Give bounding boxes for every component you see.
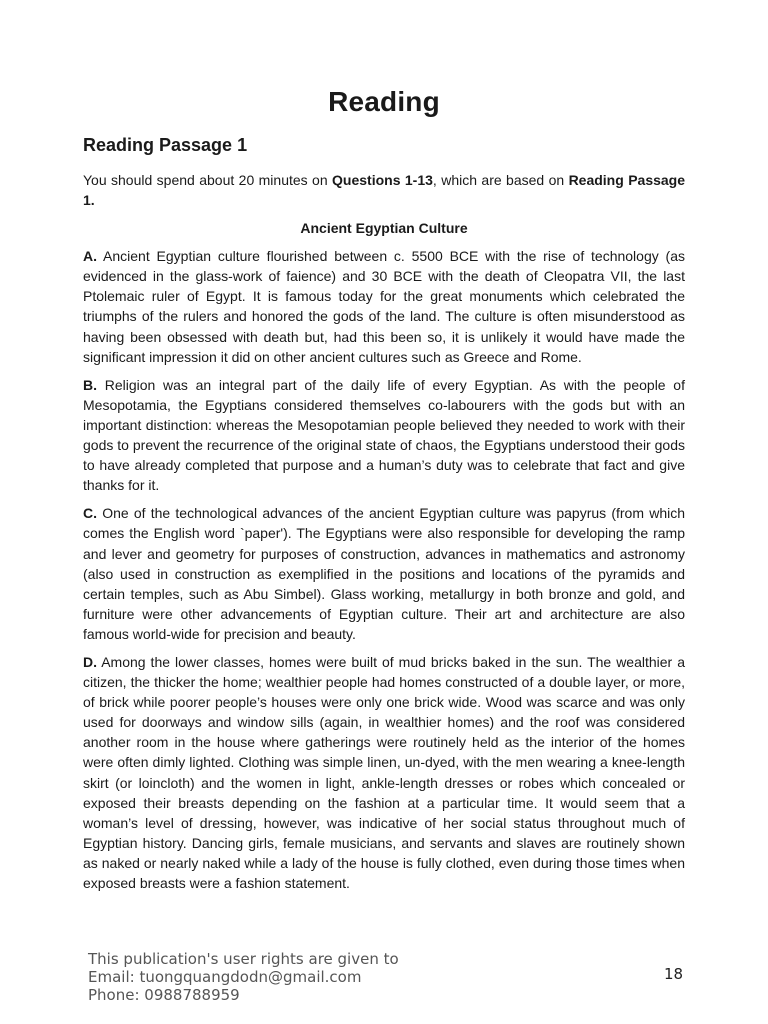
intro-text-middle: , which are based on [432,172,569,188]
passage-instructions [83,170,685,210]
paragraph-label: D. [83,653,97,670]
passage-heading: Reading Passage 1 [83,135,248,155]
intro-text-before: You should spend about 20 minutes on [83,172,333,188]
paragraph-label: B. [83,376,97,393]
paragraph-d [83,652,685,893]
intro-passage-reference: Reading Passage 1. [83,172,686,209]
footer-rights-notice [88,950,399,1004]
paragraph-text: Ancient Egyptian culture flourished between c. 5500 BCE with the rise of technology (as evidenced in the glass-work of faience) and 30 BCE with the death of Cleopatra VII, the last Ptolemaic ruler of Egypt. It is famous today for the great monuments which celebrated the triumphs of the rulers and honored the gods of the land. The culture is often misunderstood as having been obsessed with death but, had this been so, it is unlikely it would have made the significant impression it did on other ancient cultures such as Greece and Rome. [83,248,685,365]
paragraph-label: A. [83,248,97,265]
paragraph-text: Among the lower classes, homes were built of mud bricks baked in the sun. The wealthier a citizen, the thicker the home; wealthier people had homes constructed of a double layer, or more, of brick while poorer people’s houses were only one brick wide. Wood was scarce and was only used for doorways and window sills (again, in wealthier homes) and the roof was considered another room in the house where gatherings were routinely held as the interior of the homes were often dimly lighted. Clothing was simple linen, un-dyed, with the men wearing a knee-length skirt (or loincloth) and the women in light, ankle-length dresses or robes which concealed or exposed their breasts depending on the fashion at a particular time. It would seem that a woman’s level of dressing, however, was indicative of her social status throughout much of Egyptian history. Dancing girls, female musicians, and servants and slaves are routinely shown as naked or nearly naked while a lady of the house is fully clothed, even during those times when exposed breasts were a fashion statement. [83,653,685,891]
footer-email: Email: tuongquangdodn@gmail.com [88,968,362,986]
paragraph-text: Religion was an integral part of the daily life of every Egyptian. As with the people of Mesopotamia, the Egyptians considered themselves co-labourers with the gods but with an important distinction: whereas the Mesopotamian people believed they needed to work with their gods to prevent the recurrence of the original state of chaos, the Egyptians understood their gods to have already completed that purpose and a human’s duty was to celebrate that fact and give thanks for it. [83,376,685,494]
article-title: Ancient Egyptian Culture [300,220,468,237]
paragraph-label: C. [83,505,97,522]
passage-content [83,132,685,901]
paragraph-text: One of the technological advances of the ancient Egyptian culture was papyrus (from which comes the English word `paper'). The Egyptians were also responsible for developing the ramp and lever and geometry for purposes of construction, advances in mathematics and astronomy (also used in construction as exemplified in the positions and locations of the pyramids and certain temples, such as Abu Simbel). Glass working, metallurgy in both bronze and gold, and furniture were other advancements of Egyptian culture. Their art and architecture are also famous world-wide for precision and beauty. [83,505,685,642]
footer-phone: Phone: 0988788959 [88,986,240,1004]
page-number: 18 [664,965,684,983]
page-title: Reading [328,86,440,117]
footer-rights-line: This publication's user rights are given to [88,950,399,968]
paragraph-c [83,503,685,644]
intro-questions-range: Questions 1-13 [332,172,433,188]
paragraph-b [83,375,685,496]
paragraph-a [83,246,685,367]
